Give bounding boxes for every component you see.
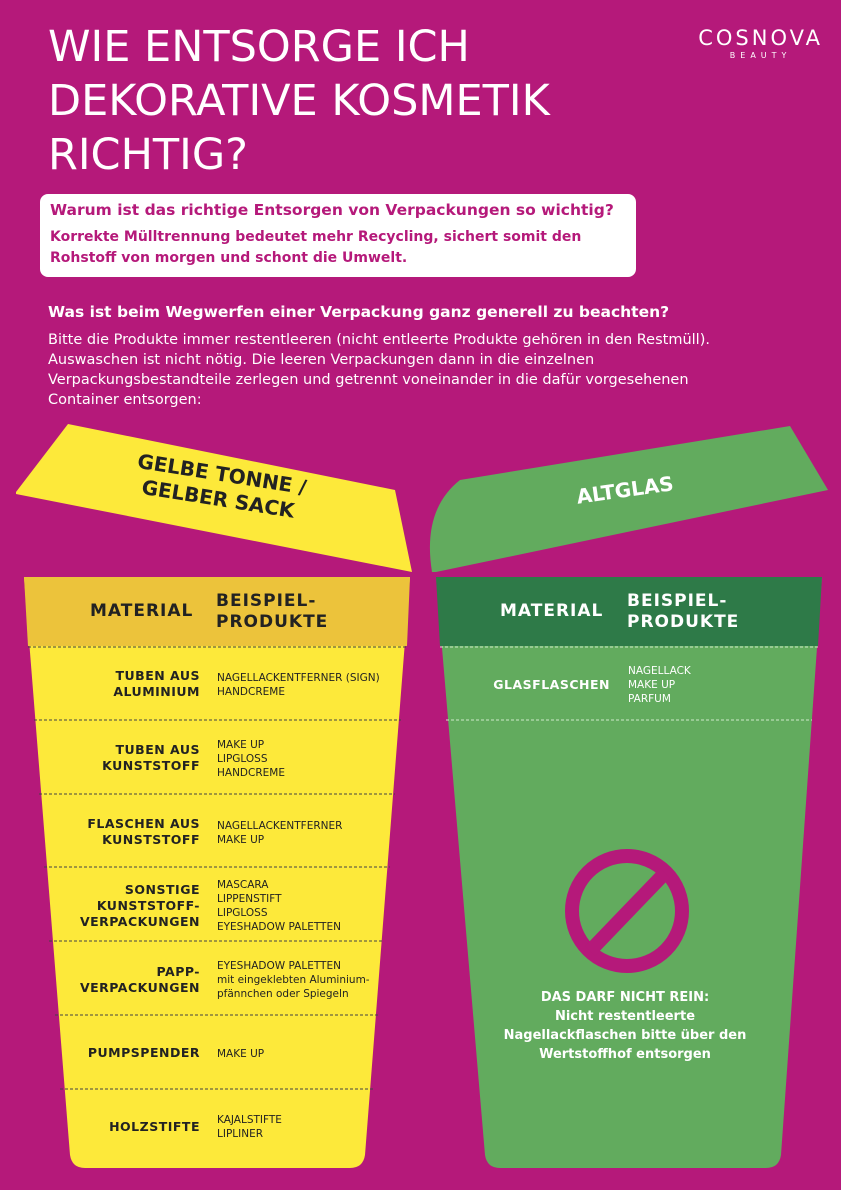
info-question: Warum ist das richtige Entsorgen von Verpackungen so wichtig? (50, 201, 614, 219)
general-answer: Bitte die Produkte immer restentleeren (nicht entleerte Produkte gehören in den Restmüll). Auswaschen ist nicht nötig. Die leeren Verpackungen dann in die einzelnen Verpackungsbestandteile zerlegen und getrennt voneinander in die dafür vorgesehenen Container entsorgen: (48, 332, 710, 408)
green-header-material: MATERIAL (500, 601, 604, 621)
yellow-row-4-products: MASCARA LIPPENSTIFT LIPGLOSS EYESHADOW PALETTEN (217, 879, 341, 933)
warning-box (490, 988, 760, 1064)
green-header-products: BEISPIEL-PRODUKTE (627, 591, 740, 632)
yellow-row-2-material: TUBEN AUS KUNSTSTOFF (102, 742, 200, 773)
yellow-row-3-material: FLASCHEN AUS KUNSTSTOFF (87, 816, 200, 847)
warning-text: Nicht restentleerte Nagellackflaschen bitte über den Wertstoffhof entsorgen (503, 1009, 747, 1062)
page-title: WIE ENTSORGE ICH DEKORATIVE KOSMETIK RICHTIG? (48, 22, 550, 180)
green-bin-label: ALTGLAS (574, 471, 675, 509)
yellow-row-1-products: NAGELLACKENTFERNER (SIGN) HANDCREME (217, 672, 380, 698)
yellow-row-6-material: PUMPSPENDER (87, 1045, 200, 1060)
yellow-row-5-material: PAPP-VERPACKUNGEN (79, 964, 200, 995)
yellow-row-5-products: EYESHADOW PALETTEN mit eingeklebten Aluminium- pfännchen oder Spiegeln (217, 960, 370, 1000)
yellow-header-products: BEISPIEL-PRODUKTE (216, 591, 329, 632)
green-row-1-material: GLASFLASCHEN (493, 677, 610, 692)
yellow-row-7-material: HOLZSTIFTE (109, 1119, 200, 1134)
yellow-row-4-material: SONSTIGE KUNSTSTOFF-VERPACKUNGEN (79, 882, 200, 929)
yellow-header-material: MATERIAL (90, 601, 194, 621)
yellow-row-6-products: MAKE UP (217, 1048, 265, 1060)
yellow-row-7-products: KAJALSTIFTE LIPLINER (217, 1114, 282, 1140)
green-row-1-products: NAGELLACK MAKE UP PARFUM (628, 665, 691, 705)
yellow-row-3-products: NAGELLACKENTFERNER MAKE UP (217, 820, 343, 846)
logo-sub: BEAUTY (729, 51, 792, 60)
yellow-bin-label: GELBE TONNE / GELBER SACK (135, 448, 309, 523)
logo-name: COSNOVA (698, 26, 823, 50)
yellow-row-1-material: TUBEN AUS ALUMINIUM (113, 668, 200, 699)
yellow-row-2-products: MAKE UP LIPGLOSS HANDCREME (217, 739, 285, 779)
yellow-bin-body (24, 577, 410, 1168)
general-question: Was ist beim Wegwerfen einer Verpackung ganz generell zu beachten? (48, 303, 670, 321)
warning-title: DAS DARF NICHT REIN: (540, 990, 710, 1005)
info-answer: Korrekte Mülltrennung bedeutet mehr Recycling, sichert somit den Rohstoff von morgen und schont die Umwelt. (50, 229, 582, 266)
